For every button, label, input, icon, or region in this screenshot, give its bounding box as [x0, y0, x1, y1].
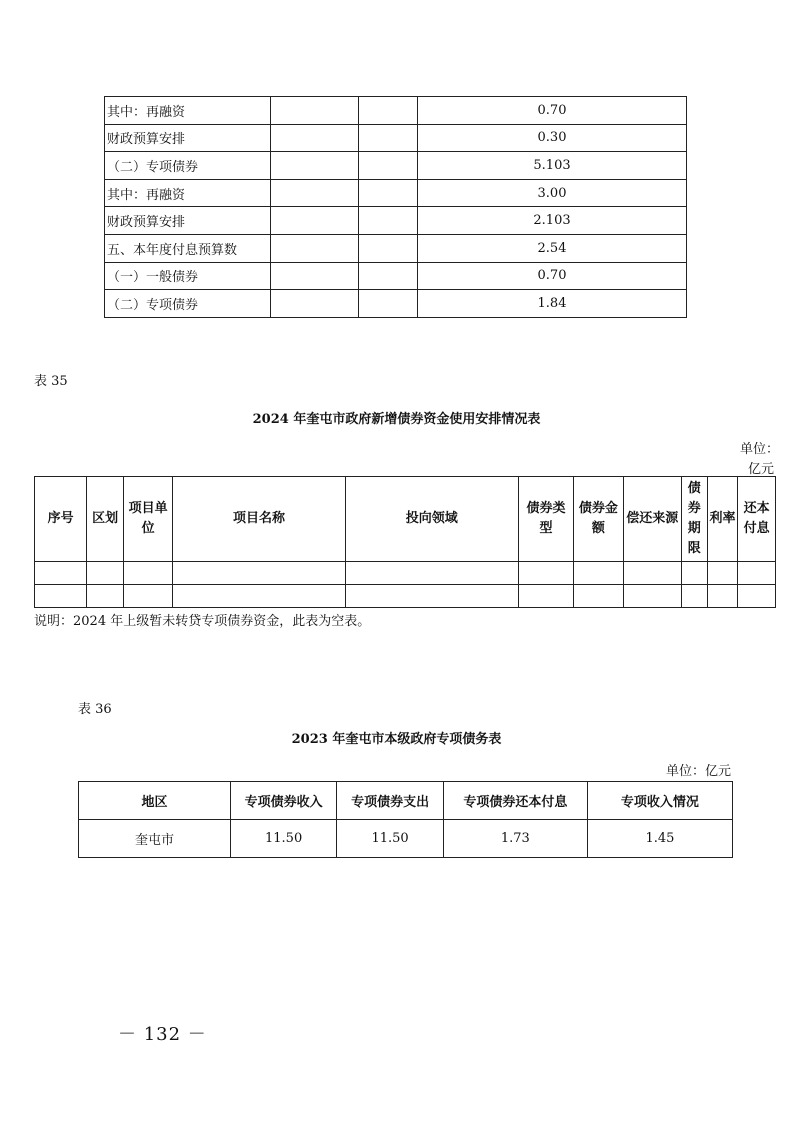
row-label: 财政预算安排 [105, 124, 271, 152]
cell-repayment: 1.73 [443, 820, 587, 858]
col-header-amount: 债券金 额 [574, 477, 623, 562]
table35-title: 2024 年奎屯市政府新增债券资金使用安排情况表 [252, 412, 541, 427]
table35-unit-line2: 亿元 [748, 462, 775, 477]
top-continuation-table [104, 96, 687, 318]
col-header-name: 项目名称 [173, 477, 345, 562]
row-label: 五、本年度付息预算数 [105, 234, 271, 262]
row-value: 3.00 [418, 179, 687, 207]
table-row [105, 179, 687, 207]
col-header-field: 投向领域 [345, 477, 518, 562]
cell-income: 11.50 [230, 820, 336, 858]
col-header-term: 债 券 期 限 [681, 477, 707, 562]
table35-header-row [35, 477, 776, 562]
table35-unit-line1: 单位： [740, 442, 780, 457]
row-value: 0.70 [418, 97, 687, 125]
table36-label: 表 36 [78, 702, 112, 717]
row-label: （一）一般债券 [105, 262, 271, 290]
table-row [79, 820, 733, 858]
col-header-seq: 序号 [35, 477, 87, 562]
row-value: 5.103 [418, 152, 687, 180]
table-row [105, 290, 687, 318]
row-value: 0.30 [418, 124, 687, 152]
table36-title: 2023 年奎屯市本级政府专项债务表 [291, 732, 502, 747]
col-header-repay: 还本 付息 [738, 477, 776, 562]
col-header-special-income: 专项收入情况 [587, 782, 732, 820]
table35-note: 说明：2024 年上级暂未转贷专项债券资金，此表为空表。 [34, 614, 371, 629]
col-header-region: 地区 [79, 782, 231, 820]
row-value: 2.103 [418, 207, 687, 235]
table35-label: 表 35 [34, 374, 68, 389]
row-value: 0.70 [418, 262, 687, 290]
cell-special-income: 1.45 [587, 820, 732, 858]
table-row [105, 97, 687, 125]
table-row [105, 152, 687, 180]
table-row [35, 585, 776, 608]
col-header-district: 区划 [87, 477, 124, 562]
page-number: － 132 － [118, 1024, 207, 1045]
row-value: 2.54 [418, 234, 687, 262]
col-header-rate: 利率 [707, 477, 738, 562]
cell-region: 奎屯市 [79, 820, 231, 858]
table-row [105, 207, 687, 235]
table35 [34, 476, 776, 608]
cell-expense: 11.50 [337, 820, 443, 858]
col-header-source: 偿还来源 [623, 477, 681, 562]
row-label: （二）专项债券 [105, 290, 271, 318]
row-label: 其中：再融资 [105, 97, 271, 125]
col-header-expense: 专项债券支出 [337, 782, 443, 820]
table36-header-row [79, 782, 733, 820]
row-label: 其中：再融资 [105, 179, 271, 207]
col-header-income: 专项债券收入 [230, 782, 336, 820]
table-row [105, 234, 687, 262]
table36-unit: 单位：亿元 [666, 764, 732, 779]
table-row [105, 262, 687, 290]
row-label: 财政预算安排 [105, 207, 271, 235]
col-header-type: 债券类 型 [518, 477, 573, 562]
col-header-unit: 项目单 位 [123, 477, 172, 562]
table-row [35, 562, 776, 585]
table36 [78, 781, 733, 858]
col-header-repayment: 专项债券还本付息 [443, 782, 587, 820]
row-value: 1.84 [418, 290, 687, 318]
table-row [105, 124, 687, 152]
row-label: （二）专项债券 [105, 152, 271, 180]
